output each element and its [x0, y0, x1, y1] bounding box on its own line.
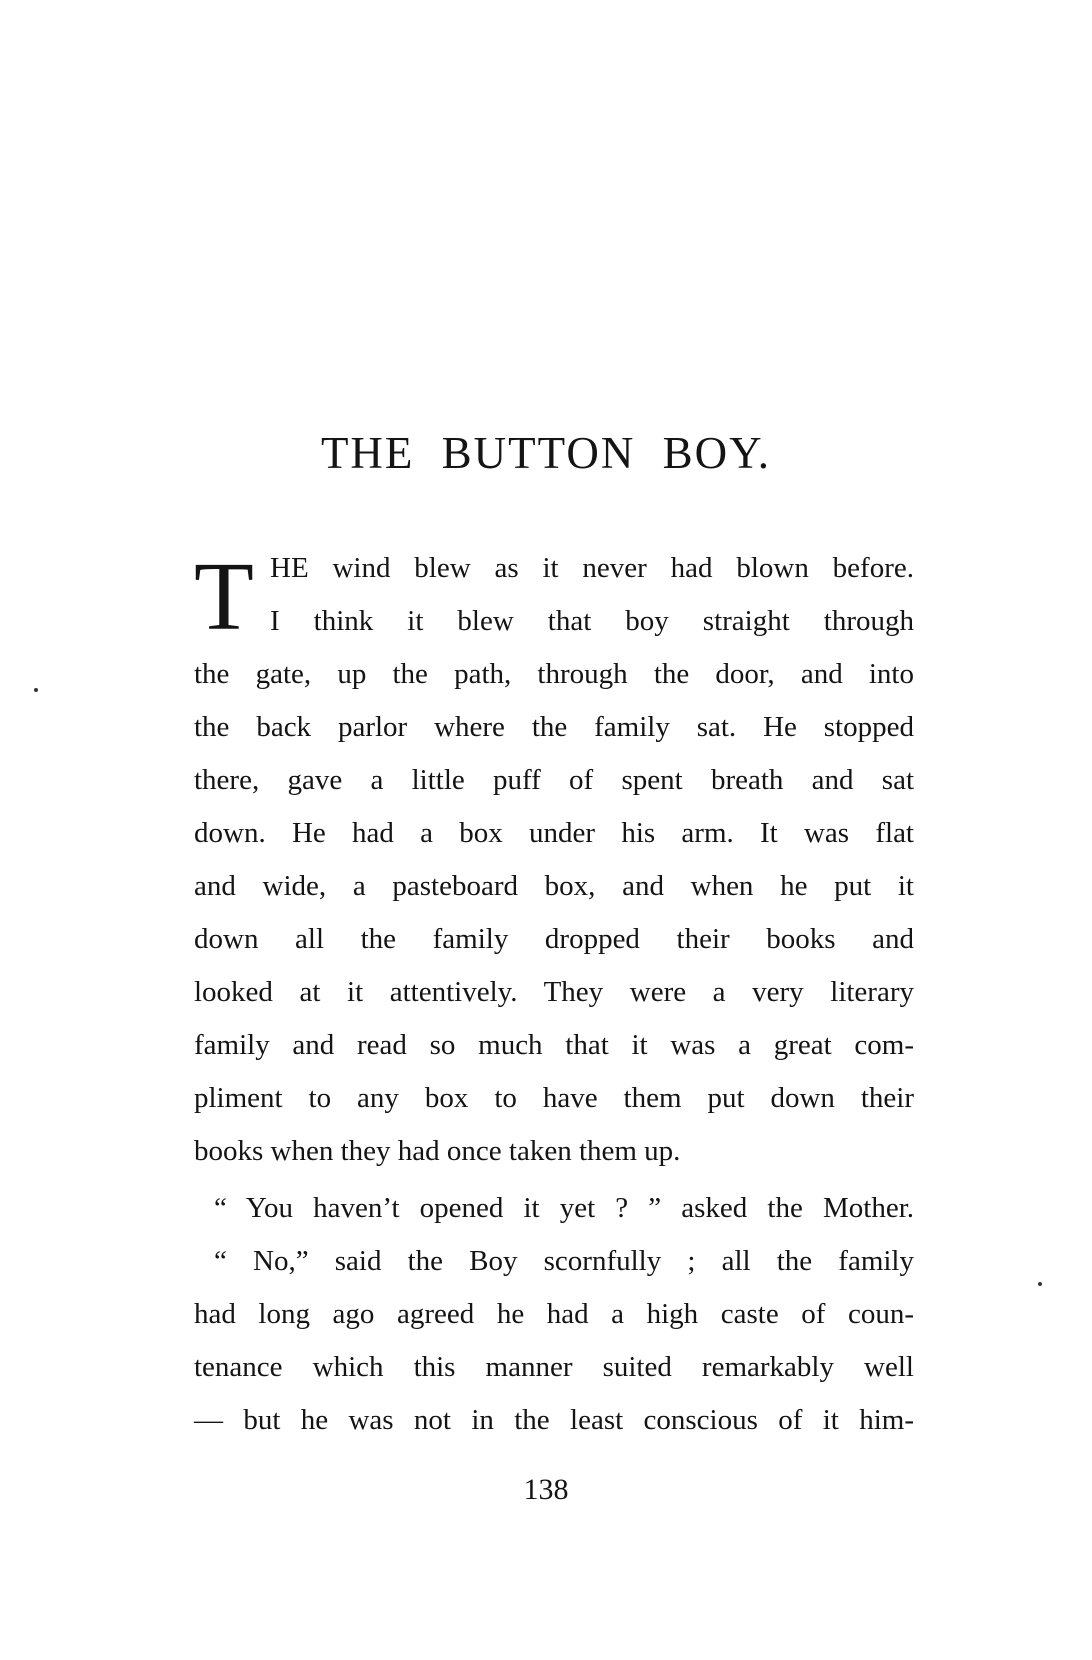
text-line-11: pliment to any box to have them put down their [194, 1082, 914, 1114]
text-line-1: HE wind blew as it never had blown before. [270, 552, 914, 584]
text-line-14: “ No,” said the Boy scornfully ; all the family [214, 1245, 914, 1277]
chapter-title: THE BUTTON BOY. [320, 428, 772, 478]
text-line-4: the back parlor where the family sat. He stopped [194, 711, 914, 743]
text-line-17: — but he was not in the least conscious of it him- [194, 1404, 914, 1436]
text-line-8: down all the family dropped their books and [194, 923, 914, 955]
drop-cap: T [194, 543, 254, 651]
text-line-10: family and read so much that it was a great com- [194, 1029, 914, 1061]
text-line-2: I think it blew that boy straight through [270, 605, 914, 637]
text-line-16: tenance which this manner suited remarkably well [194, 1351, 914, 1383]
scan-speck [34, 688, 38, 692]
text-line-3: the gate, up the path, through the door, and into [194, 658, 914, 690]
text-line-5: there, gave a little puff of spent breath and sat [194, 764, 914, 796]
page-number: 138 [523, 1473, 569, 1506]
text-line-6: down. He had a box under his arm. It was flat [194, 817, 914, 849]
text-line-9: looked at it attentively. They were a very literary [194, 976, 914, 1008]
scan-speck [1038, 1282, 1042, 1286]
text-line-7: and wide, a pasteboard box, and when he put it [194, 870, 914, 902]
text-line-13: “ You haven’t opened it yet ? ” asked the Mother. [214, 1192, 914, 1224]
text-line-12: books when they had once taken them up. [194, 1135, 681, 1167]
text-line-15: had long ago agreed he had a high caste of coun- [194, 1298, 914, 1330]
